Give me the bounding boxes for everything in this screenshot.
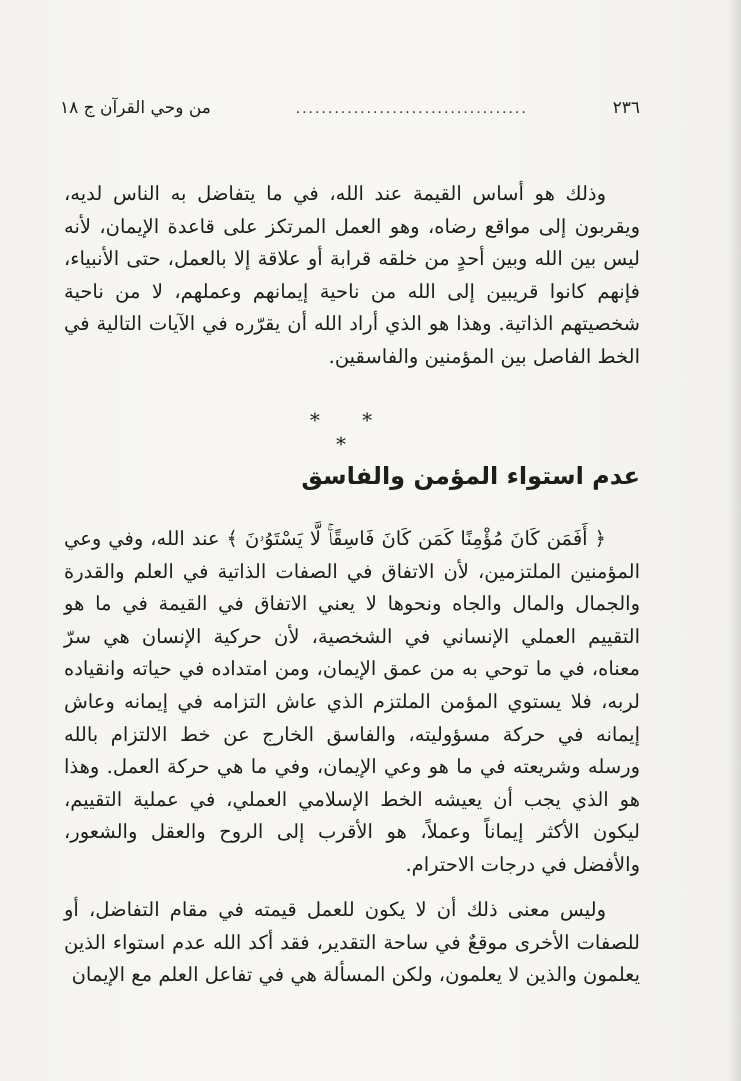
paragraph-2-text: عند الله، وفي وعي المؤمنين الملتزمين، لأن الاتفاق في الصفات الذاتية في العلم والقدرة والجمال والمال والجاه ونحوها لا يعني الاتفاق في القيمة في ما هو التقييم العملي الإنساني في الشخصية، لأن حركية الإنسان هي سرّ معناه، في ما توحي به من عمق الإيمان، ومن امتداده في حياته وانقياده لربه، فلا يستوي المؤمن الملتزم الذي عاش التزامه في إيمانه وعاش إيمانه في حركة مسؤوليته، والفاسق الخارج عن خط الالتزام بالله ورسله وشريعته في ما هو وعي الإيمان، وفي ما هي حركة العمل. وهذا هو الذي يجب أن يعيشه الخط الإسلامي العملي، في عملية التقييم، ليكون الأكثر إيماناً وعملاً، هو الأقرب إلى الروح والعقل والشعور، والأفضل في درجات الاحترام. [64,527,640,876]
book-title: من وحي القرآن ج ١٨ [60,98,211,118]
paragraph-3: وليس معنى ذلك أن لا يكون للعمل قيمته في مقام التفاضل، أو للصفات الأخرى موقعٌ في ساحة التقدير، فقد أكد الله عدم استواء الذين يعلمون والذين لا يعلمون، ولكن المسألة هي في تفاعل العلم مع الإيمان [64,898,640,987]
section-separator: * * * [309,408,391,456]
leader-dots: .................................... [295,101,528,117]
verse-close-bracket: ﴾ [226,527,238,550]
section-heading: عدم استواء المؤمن والفاسق [301,462,640,490]
verse-open-bracket: ﴿ [594,527,606,550]
quran-verse: أَفَمَن كَانَ مُؤْمِنًا كَمَن كَانَ فَاسِقًاۚ لَّا يَسْتَوُۥنَ [244,527,588,550]
page-number: ٢٣٦ [612,98,640,118]
paragraph-2 [64,523,640,882]
running-head [60,98,640,128]
paragraph-1: وذلك هو أساس القيمة عند الله، في ما يتفاضل به الناس لديه، ويقربون إلى مواقع رضاه، وهو العمل المرتكز على قاعدة الإيمان، لأنه ليس بين الله وبين أحدٍ من خلقه قرابة أو علاقة إلا بالعمل، حتى الأنبياء، فإنهم كانوا قريبين إلى الله من ناحية إيمانهم وعملهم، لا من ناحية شخصيتهم الذاتية. وهذا هو الذي أراد الله أن يقرّره في الآيات التالية في الخط الفاصل بين المؤمنين والفاسقين. [64,182,640,368]
